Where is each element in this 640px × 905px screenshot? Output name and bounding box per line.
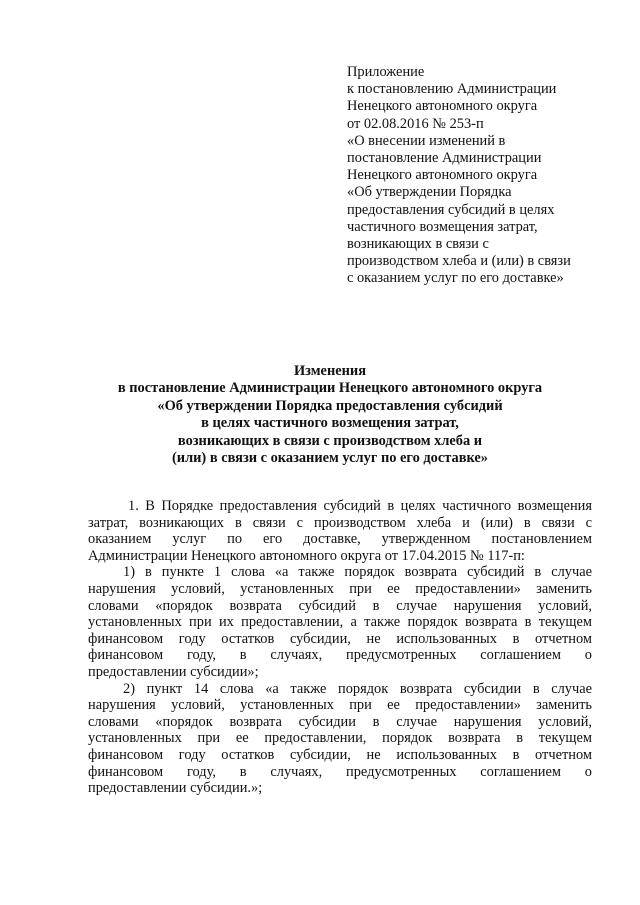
document-title xyxy=(60,363,600,467)
appendix-line: Ненецкого автономного округа xyxy=(347,98,538,115)
appendix-line: к постановлению Администрации xyxy=(347,81,557,98)
appendix-line: предоставления субсидий в целях xyxy=(347,201,555,218)
appendix-line: производством хлеба и (или) в связи xyxy=(347,253,571,270)
text-line: установленных при ее предоставлении, порядок возврата в текущем xyxy=(88,730,592,747)
text-line: словами «порядок возврата субсидий в случае нарушения условий, xyxy=(88,597,592,614)
appendix-line: с оказанием услуг по его доставке» xyxy=(347,270,564,287)
title-line: в постановление Администрации Ненецкого автономного округа xyxy=(117,380,543,397)
appendix-header xyxy=(347,64,607,288)
text-line: финансовом году остатков субсидии, не использованных в отчетном xyxy=(88,630,592,647)
title-line: в целях частичного возмещения затрат, xyxy=(201,415,459,432)
paragraph-1 xyxy=(88,498,592,564)
text-line: установленных при их предоставлении, а также порядок возврата в текущем xyxy=(88,614,592,631)
document-body xyxy=(88,498,592,797)
paragraph-item-1 xyxy=(88,564,592,680)
appendix-line: Ненецкого автономного округа xyxy=(347,167,538,184)
text-line: затрат, возникающих в связи с производством хлеба и (или) в связи с xyxy=(88,514,592,531)
title-line: Изменения xyxy=(293,363,366,379)
appendix-line: «Об утверждении Порядка xyxy=(347,184,512,201)
appendix-line: Приложение xyxy=(347,64,425,80)
appendix-line: от 02.08.2016 № 253-п xyxy=(347,115,484,132)
text-line: нарушения условий, установленных при ее предоставлении» заменить xyxy=(88,697,592,714)
text-line: 2) пункт 14 слова «а также порядок возврата субсидии в случае xyxy=(123,680,592,697)
text-line: финансовом году, в случаях, предусмотренных соглашением о xyxy=(88,763,592,780)
text-line: предоставлении субсидии»; xyxy=(88,663,259,680)
text-line: Администрации Ненецкого автономного округа от 17.04.2015 № 117-п: xyxy=(88,547,525,564)
title-line: «Об утверждении Порядка предоставления субсидий xyxy=(157,397,503,414)
text-line: словами «порядок возврата субсидии в случае нарушения условий, xyxy=(88,713,592,730)
text-line: 1. В Порядке предоставления субсидий в целях частичного возмещения xyxy=(128,498,592,514)
appendix-line: постановление Администрации xyxy=(347,150,542,167)
appendix-line: «О внесении изменений в xyxy=(347,132,506,149)
appendix-line: возникающих в связи с xyxy=(347,236,489,253)
text-line: нарушения условий, установленных при ее предоставлении» заменить xyxy=(88,580,592,597)
paragraph-item-2 xyxy=(88,681,592,797)
text-line: финансовом году остатков субсидии, не использованных в отчетном xyxy=(88,746,592,763)
text-line: оказанием услуг по его доставке, утвержденном постановлением xyxy=(88,531,592,548)
title-line: (или) в связи с оказанием услуг по его доставке» xyxy=(171,450,488,467)
title-line: возникающих в связи с производством хлеба и xyxy=(177,432,483,449)
appendix-line: частичного возмещения затрат, xyxy=(347,218,538,235)
text-line: предоставлении субсидии.»; xyxy=(88,780,263,797)
text-line: финансовом году, в случаях, предусмотренных соглашением о xyxy=(88,647,592,664)
text-line: 1) в пункте 1 слова «а также порядок возврата субсидий в случае xyxy=(123,564,592,581)
